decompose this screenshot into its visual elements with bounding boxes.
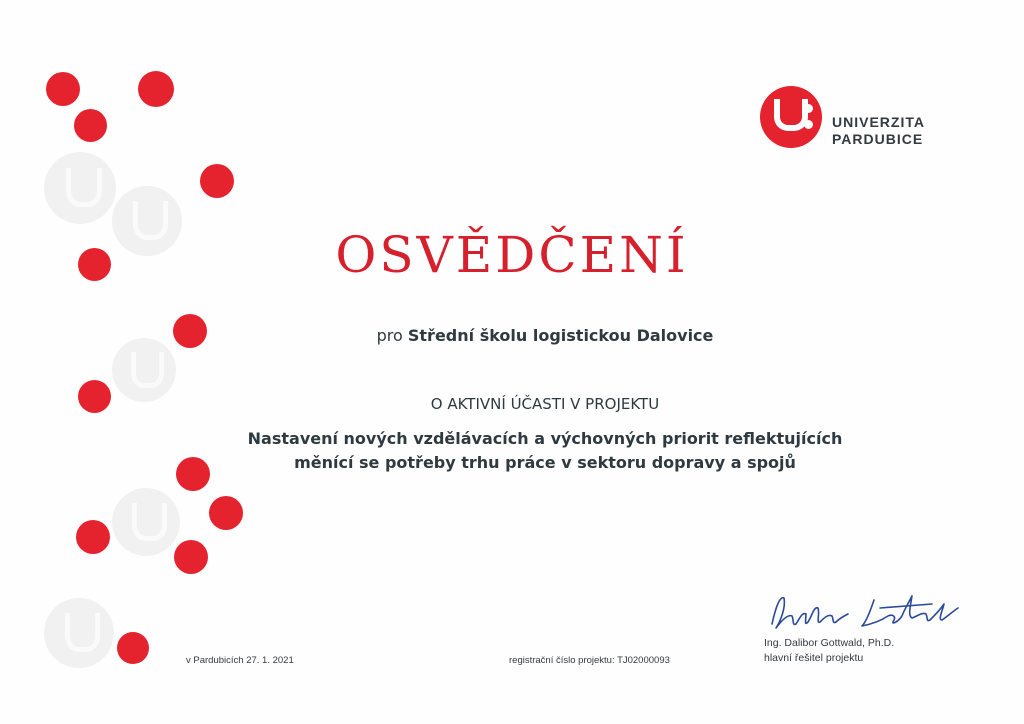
logo-line-2: PARDUBICE — [832, 131, 924, 147]
decorative-dot — [209, 496, 243, 530]
participation-label: O AKTIVNÍ ÚČASTI V PROJEKTU — [430, 395, 660, 413]
signatory-block — [764, 636, 894, 666]
university-logo — [760, 86, 960, 150]
logo-text — [832, 114, 925, 148]
place-date: v Pardubicích 27. 1. 2021 — [186, 655, 294, 666]
recipient-prefix: pro — [376, 326, 403, 345]
decorative-dot — [46, 72, 80, 106]
decorative-dot — [176, 457, 210, 491]
ghost-logo-icon — [44, 598, 114, 668]
ghost-logo-icon — [44, 152, 116, 224]
decorative-dot — [174, 540, 208, 574]
recipient-line — [0, 326, 1024, 345]
project-title — [230, 427, 860, 475]
decorative-dot — [76, 520, 110, 554]
signatory-name: Ing. Dalibor Gottwald, Ph.D. — [764, 637, 895, 649]
ghost-logo-icon — [112, 338, 176, 402]
logo-line-1: UNIVERZITA — [832, 114, 925, 130]
decorative-dot — [200, 164, 234, 198]
decorative-dot — [74, 109, 107, 142]
recipient-name: Střední školu logistickou Dalovice — [407, 326, 714, 345]
decorative-dot — [117, 632, 149, 664]
registration-number: registrační číslo projektu: TJ02000093 — [509, 655, 670, 666]
decorative-dot — [138, 71, 174, 107]
project-title-line-2: měnící se potřeby trhu práce v sektoru dopravy a spojů — [294, 453, 796, 472]
project-title-line-1: Nastavení nových vzdělávacích a výchovných priorit reflektujících — [247, 429, 843, 448]
certificate-title: OSVĚDČENÍ — [335, 226, 689, 284]
handwritten-signature-icon — [762, 586, 972, 636]
ghost-logo-icon — [112, 488, 180, 556]
university-u-logo-icon — [760, 86, 822, 148]
signatory-role: hlavní řešitel projektu — [764, 652, 864, 664]
